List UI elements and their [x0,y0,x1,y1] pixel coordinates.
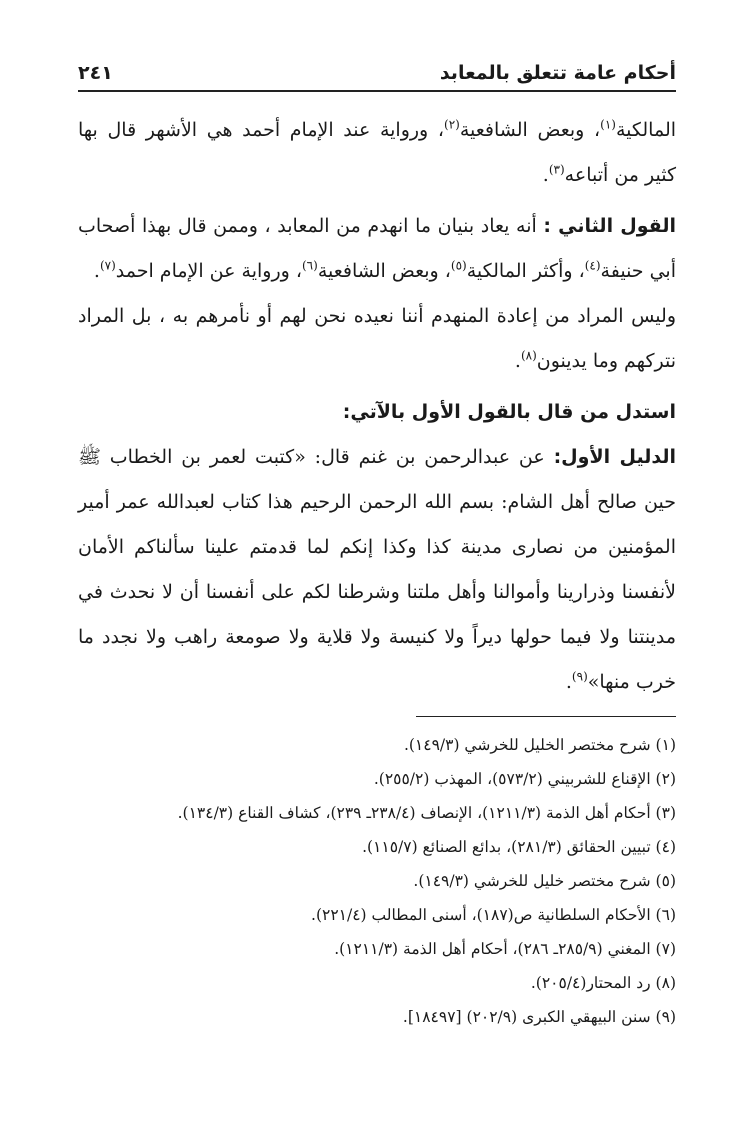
footnote-ref-2[interactable]: (٢) [444,117,460,132]
footnote-ref-4[interactable]: (٤) [584,258,601,273]
footnote-ref-8[interactable]: (٨) [520,348,537,363]
footnote-separator [416,716,676,717]
running-title: أحكام عامة تتعلق بالمعابد [439,62,676,84]
text-run: . [93,260,100,282]
footnote-ref-7[interactable]: (٧) [99,258,116,273]
text-run: المالكية [615,119,677,141]
running-header [78,52,676,92]
page-number: ٢٤١ [78,62,113,84]
text-run: ، وبعض الشافعية [459,119,601,141]
text-run: عن عبدالرحمن بن غنم قال: «كتبت لعمر بن الخطاب ﷺ حين صالح أهل الشام: بسم الله الرحمن الرحيم هذا كتاب لعبدالله عمر أمير المؤمنين من نصارى مدينة كذا وكذا إنكم لما قدمتم علينا سألناكم الأمان لأنفسنا وذرارينا وأموالنا وأهل ملتنا وشرطنا لكم على أنفسنا أن لا نحدث في مدينتنا ولا فيما حولها ديراً ولا كنيسة ولا قلاية ولا صومعة راهب ولا نجدد ما خرب منها» [78,446,676,693]
footnote-9: (٩) سنن البيهقي الكبرى (٢٠٢/٩) [١٨٤٩٧]. [402,1008,676,1026]
paragraph-1 [78,108,676,198]
text-run: وليس المراد من إعادة المنهدم أننا نعيده نحن لهم أو نأمرهم به ، بل المراد نتركهم وما يدينون [78,305,676,372]
paragraph-2 [78,204,676,294]
text-run: . [565,671,572,693]
footnote-1: (١) شرح مختصر الخليل للخرشي (١٤٩/٣). [403,736,676,754]
footnote-ref-1[interactable]: (١) [600,117,616,132]
text-run: . [514,350,521,372]
text-run: ، وبعض الشافعية [317,260,451,282]
paragraph-label: الدليل الأول: [553,446,676,468]
footnote-ref-5[interactable]: (٥) [450,258,467,273]
main-text [78,108,676,705]
footnote-ref-3[interactable]: (٣) [548,162,565,177]
text-run: ، ورواية عند الإمام أحمد هي الأشهر قال بها كثير من أتباعه [78,119,676,186]
footnote-3: (٣) أحكام أهل الذمة (١٢١١/٣)، الإنصاف (٢٣٨/٤ـ ٢٣٩)، كشاف القناع (١٣٤/٣). [177,804,676,822]
text-run: أنه يعاد بنيان ما انهدم من المعابد ، وممن قال بهذا أصحاب أبي حنيفة [78,215,676,282]
footnote-ref-9[interactable]: (٩) [571,669,588,684]
text-run: ، ورواية عن الإمام احمد [115,260,302,282]
text-run: . [542,164,549,186]
paragraph-4 [78,435,676,705]
paragraph-3 [78,294,676,384]
footnote-5: (٥) شرح مختصر خليل للخرشي (١٤٩/٣). [413,872,676,890]
section-heading: استدل من قال بالقول الأول بالآتي: [342,401,676,423]
footnote-2: (٢) الإقناع للشربيني (٥٧٣/٢)، المهذب (٢٥٥/٢). [373,770,676,788]
footnote-ref-6[interactable]: (٦) [301,258,318,273]
footnote-8: (٨) رد المحتار(٢٠٥/٤). [530,974,676,992]
text-run: ، وأكثر المالكية [466,260,585,282]
paragraph-label: القول الثاني : [543,215,676,237]
footnote-4: (٤) تبيين الحقائق (٢٨١/٣)، بدائع الصنائع (١١٥/٧). [362,838,676,856]
footnote-6: (٦) الأحكام السلطانية ص(١٨٧)، أسنى المطالب (٢٢١/٤). [311,906,676,924]
footnotes [78,728,676,1034]
footnote-7: (٧) المغني (٢٨٥/٩ـ ٢٨٦)، أحكام أهل الذمة (١٢١١/٣). [334,940,676,958]
